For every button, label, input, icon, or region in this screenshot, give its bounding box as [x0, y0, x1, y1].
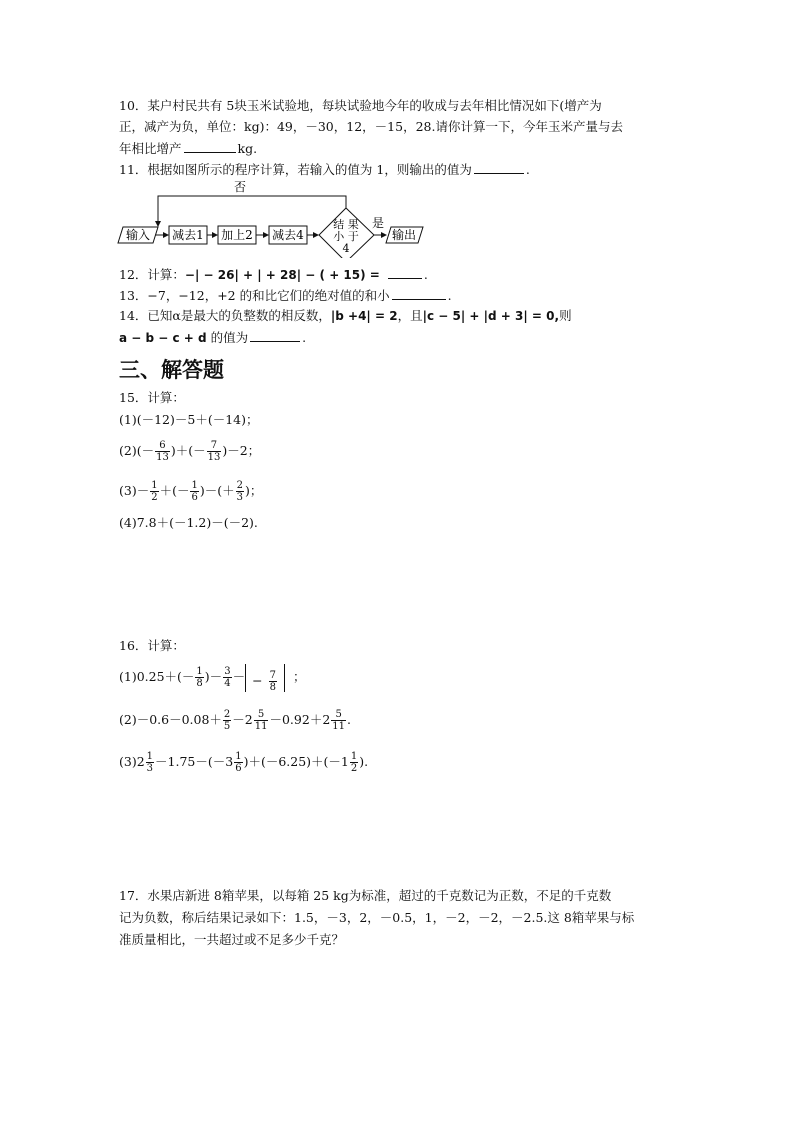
q14-math1: |b +4| = 2: [330, 309, 398, 323]
q15-p3-text: (3)－: [119, 483, 150, 498]
q13-text: 13．−7，−12，+2 的和比它们的绝对值的和小: [119, 288, 390, 303]
q14-math3: a − b − c + d: [119, 331, 207, 345]
q16-p1-text: －: [232, 669, 246, 684]
input-label: 输入: [125, 228, 151, 242]
q15-p3-text: )；: [245, 483, 263, 498]
q11-question: 11．根据如图所示的程序计算，若输入的值为 1，则输出的值为: [119, 162, 472, 177]
q17-line3: 准质量相比，一共超过或不足多少千克？: [119, 932, 345, 947]
answer-blank: [474, 161, 524, 174]
q15-part3: [119, 476, 262, 506]
q14-text2: ，且: [397, 308, 423, 323]
q11-text: [119, 161, 530, 178]
fraction: $\frac{7}{8}$: [269, 669, 276, 693]
yes-label: 是: [371, 216, 385, 230]
q15-p2-text: )－2；: [222, 443, 261, 458]
q14-math2: |c − 5| + |d + 3| = 0,: [422, 309, 560, 323]
absolute-value: − $\frac{7}{8}$: [245, 664, 285, 692]
q10-line2: 正，减产为负，单位：kg)：49，－30，12，－15，28.请你计算一下，今年玉米产量与去: [119, 119, 623, 134]
q16-p3-text: (3)2: [119, 754, 145, 769]
fraction: $\frac{5}{11}$: [332, 709, 346, 732]
fraction: $\frac{1}{2}$: [350, 751, 358, 774]
q15-title: 15．计算：: [119, 390, 185, 405]
q16-p1-text: (1)0.25＋(－: [119, 669, 195, 684]
q10-unit: kg.: [237, 141, 258, 156]
q15-part2: [119, 436, 260, 466]
q10-line3-text: 年相比增产: [119, 141, 182, 156]
q10-line3: [119, 140, 257, 157]
q14-text3: 则: [559, 308, 572, 323]
q15-p2-text: )＋(－: [170, 443, 206, 458]
program-flowchart: [115, 178, 435, 258]
step3-label: 减去4: [272, 228, 304, 242]
q16-p2-text: －2: [232, 712, 253, 727]
q12-period: .: [423, 267, 428, 282]
fraction: $\frac{6}{13}$: [156, 440, 169, 463]
no-label: 否: [233, 180, 247, 194]
output-label: 输出: [391, 228, 417, 242]
fraction: $\frac{1}{6}$: [191, 480, 198, 503]
q14-text1: 14．已知α是最大的负整数的相反数，: [119, 308, 331, 323]
q15-p2-text: (2)(－: [119, 443, 155, 458]
q15-p3-text: )－(＋: [199, 483, 235, 498]
q12: [119, 266, 428, 283]
q16-p3-text: ).: [359, 754, 369, 769]
q16-p2-text: －0.92＋2: [269, 712, 331, 727]
q15-p3-text: ＋(－: [159, 483, 190, 498]
q16-p1-text: )－: [204, 669, 223, 684]
q17-line2: 记为负数，称后结果记录如下：1.5，－3，2，－0.5，1，－2，－2，－2.5.这 8箱苹果与标: [119, 910, 635, 925]
fraction: $\frac{1}{6}$: [235, 751, 242, 774]
answer-blank: [388, 266, 422, 279]
fraction: $\frac{2}{5}$: [223, 709, 231, 732]
q16-p1-text: ；: [292, 669, 306, 684]
fraction: $\frac{1}{8}$: [196, 666, 203, 689]
q14-line2: [119, 329, 306, 346]
answer-blank: [250, 329, 300, 342]
q13: [119, 287, 452, 304]
decision-line3: 4: [342, 242, 350, 255]
q14-line1: [119, 308, 572, 324]
fraction: $\frac{1}{2}$: [151, 480, 158, 503]
fraction: $\frac{7}{13}$: [207, 440, 221, 463]
decision-line1: 结 果: [333, 218, 359, 231]
answer-blank: [184, 140, 236, 153]
fraction: $\frac{5}{11}$: [254, 709, 268, 732]
q13-period: .: [447, 288, 452, 303]
feedback-loop-line: [158, 196, 346, 226]
section-title: 三、解答题: [119, 358, 224, 382]
step2-label: 加上2: [221, 228, 253, 242]
fraction: $\frac{2}{3}$: [236, 480, 243, 503]
q14-text4: 的值为: [210, 330, 249, 345]
q16-title: 16．计算：: [119, 638, 185, 653]
q12-prefix: 12．计算：: [119, 267, 185, 282]
step1-label: 减去1: [172, 228, 204, 242]
decision-line2: 小 于: [333, 230, 359, 243]
q12-expression: −| − 26| + | + 28| − ( + 15) =: [184, 268, 380, 282]
q15-part4: (4)7.8＋(－1.2)－(－2).: [119, 515, 258, 530]
q16-p3-text: )＋(－6.25)＋(－1: [243, 754, 349, 769]
q17-line1: 17．水果店新进 8箱苹果，以每箱 25 kg为标准，超过的千克数记为正数，不足的千克数: [119, 888, 612, 903]
q16-p3-text: －1.75－(－3: [155, 754, 234, 769]
q16-p2-text: (2)－0.6－0.08＋: [119, 712, 222, 727]
q16-part1: [119, 660, 305, 694]
q15-part1: (1)(－12)－5＋(－14)；: [119, 412, 259, 427]
q16-part3: [119, 747, 368, 777]
answer-blank: [392, 287, 446, 300]
q10-line1: 10．某户村民共有 5块玉米试验地，每块试验地今年的收成与去年相比情况如下(增产为: [119, 98, 602, 113]
q11-period: .: [525, 162, 530, 177]
fraction: $\frac{3}{4}$: [224, 666, 231, 689]
q14-period: .: [302, 330, 307, 345]
q16-part2: [119, 705, 351, 735]
q16-p2-text: .: [347, 712, 351, 727]
fraction: $\frac{1}{3}$: [146, 751, 154, 774]
